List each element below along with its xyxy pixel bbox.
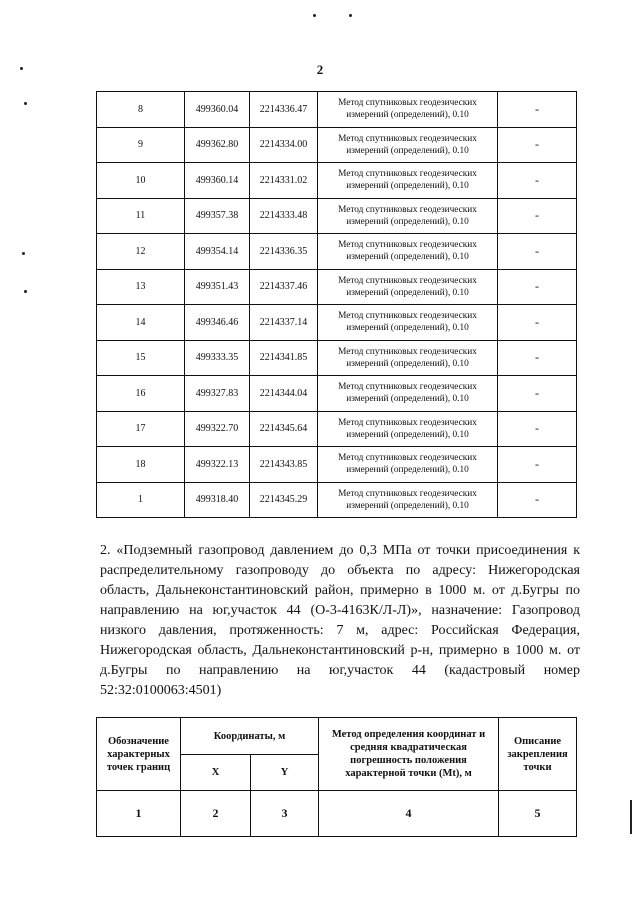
y-cell: 2214345.29 [250,482,318,518]
scan-mark [24,290,27,293]
method-cell: Метод спутниковых геодезических измерений (определений), 0.10 [318,198,498,234]
table-row [97,127,577,163]
x-cell: 499333.35 [185,340,250,376]
y-cell: 2214337.46 [250,269,318,305]
x-cell: 499322.13 [185,447,250,483]
method-cell: Метод спутниковых геодезических измерений (определений), 0.10 [318,411,498,447]
method-cell: Метод спутниковых геодезических измерений (определений), 0.10 [318,127,498,163]
table-row [97,163,577,199]
points-header-table [96,717,577,837]
y-cell: 2214331.02 [250,163,318,199]
column-number: 3 [251,791,319,837]
method-cell: Метод спутниковых геодезических измерений (определений), 0.10 [318,269,498,305]
y-cell: 2214334.00 [250,127,318,163]
x-cell: 499351.43 [185,269,250,305]
x-cell: 499357.38 [185,198,250,234]
point-cell: 16 [97,376,185,412]
header-method: Метод определения координат и средняя квадратическая погрешность положения характерной точки (Mt), м [319,718,499,791]
column-number: 1 [97,791,181,837]
method-cell: Метод спутниковых геодезических измерений (определений), 0.10 [318,92,498,128]
method-cell: Метод спутниковых геодезических измерений (определений), 0.10 [318,234,498,270]
coordinates-table [96,91,577,518]
header-fixing-description: Описание закрепления точки [499,718,577,791]
y-cell: 2214336.35 [250,234,318,270]
table-row [97,376,577,412]
table-row [97,234,577,270]
point-cell: 1 [97,482,185,518]
scan-mark [22,252,25,255]
header-y: Y [251,755,319,791]
x-cell: 499322.70 [185,411,250,447]
scan-mark [349,14,352,17]
section-paragraph: 2. «Подземный газопровод давлением до 0,3 МПа от точки присоединения к распределительному газопроводу до объекта по адресу: Нижегородская область, Дальнеконстантиновский район, примерно в 1000 м. от д.Бугры по направлению на юг,участок 44 (О-3-4163К/Л-Л)», назначение: Газопровод низкого давления, протяженность: 7 м, адрес: Российская Федерация, Нижегородская область, Дальнеконстантиновский р-н, примерно в 1000 м. от д.Бугры по направлению на юг,участок 44 (кадастровый номер 52:32:0100063:4501) [100,543,580,698]
fixing-cell: - [498,163,577,199]
y-cell: 2214344.04 [250,376,318,412]
method-cell: Метод спутниковых геодезических измерений (определений), 0.10 [318,447,498,483]
column-number: 4 [319,791,499,837]
table-row [97,92,577,128]
fixing-cell: - [498,447,577,483]
point-cell: 17 [97,411,185,447]
point-cell: 12 [97,234,185,270]
fixing-cell: - [498,411,577,447]
y-cell: 2214345.64 [250,411,318,447]
point-cell: 11 [97,198,185,234]
fixing-cell: - [498,127,577,163]
fixing-cell: - [498,92,577,128]
table-row [97,305,577,341]
header-coordinates: Координаты, м [181,718,319,755]
method-cell: Метод спутниковых геодезических измерений (определений), 0.10 [318,376,498,412]
fixing-cell: - [498,234,577,270]
table-row [97,482,577,518]
header-x: X [181,755,251,791]
x-cell: 499360.04 [185,92,250,128]
y-cell: 2214336.47 [250,92,318,128]
table-row [97,269,577,305]
point-cell: 8 [97,92,185,128]
y-cell: 2214343.85 [250,447,318,483]
table-row [97,340,577,376]
point-cell: 15 [97,340,185,376]
method-cell: Метод спутниковых геодезических измерений (определений), 0.10 [318,163,498,199]
scan-mark [313,14,316,17]
fixing-cell: - [498,198,577,234]
point-cell: 10 [97,163,185,199]
method-cell: Метод спутниковых геодезических измерений (определений), 0.10 [318,482,498,518]
fixing-cell: - [498,340,577,376]
x-cell: 499362.80 [185,127,250,163]
fixing-cell: - [498,305,577,341]
x-cell: 499360.14 [185,163,250,199]
column-number: 5 [499,791,577,837]
table-row [97,198,577,234]
point-cell: 9 [97,127,185,163]
page-number: 2 [316,62,324,77]
y-cell: 2214337.14 [250,305,318,341]
table-row [97,411,577,447]
x-cell: 499354.14 [185,234,250,270]
point-cell: 18 [97,447,185,483]
fixing-cell: - [498,269,577,305]
point-cell: 13 [97,269,185,305]
point-cell: 14 [97,305,185,341]
column-number: 2 [181,791,251,837]
y-cell: 2214341.85 [250,340,318,376]
x-cell: 499346.46 [185,305,250,341]
y-cell: 2214333.48 [250,198,318,234]
fixing-cell: - [498,376,577,412]
x-cell: 499327.83 [185,376,250,412]
header-point-designation: Обозначение характерных точек границ [97,718,181,791]
method-cell: Метод спутниковых геодезических измерений (определений), 0.10 [318,340,498,376]
x-cell: 499318.40 [185,482,250,518]
table-row [97,447,577,483]
scan-mark [24,102,27,105]
scan-edge-line [630,800,632,834]
method-cell: Метод спутниковых геодезических измерений (определений), 0.10 [318,305,498,341]
fixing-cell: - [498,482,577,518]
